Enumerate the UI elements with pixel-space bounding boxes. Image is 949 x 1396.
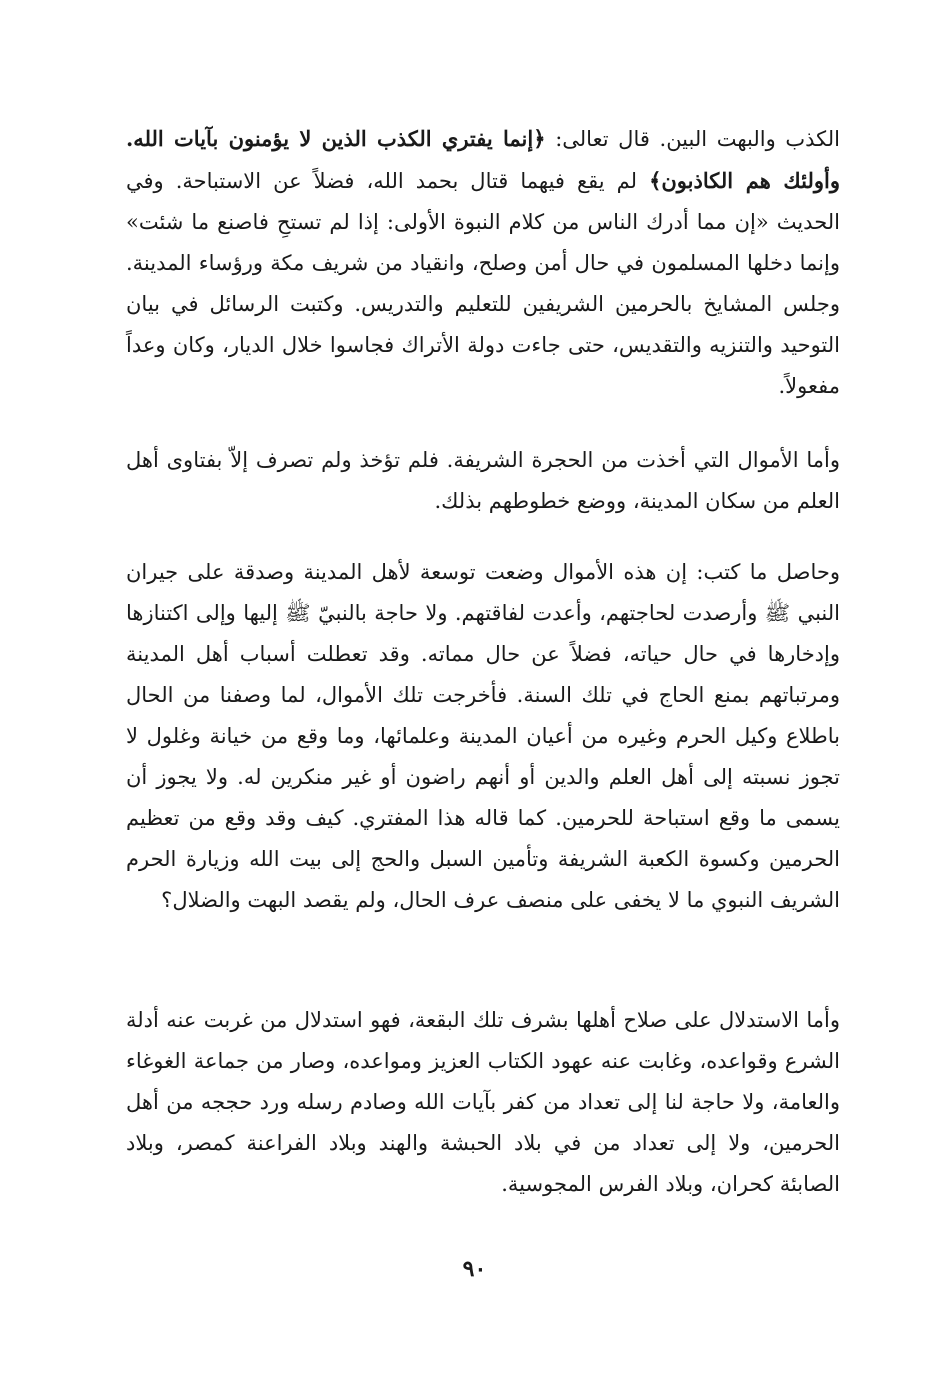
- paragraph-1-part-b: لم يقع فيهما قتال بحمد الله، فضلاً عن الاستباحة. وفي الحديث «إن مما أدرك الناس من كلام النبوة الأولى: إذا لم تستحِ فاصنع ما شئت» وإنما دخلها المسلمون في حال أمن وصلح، وانقياد من شريف مكة ورؤساء المدينة. وجلس المشايخ بالحرمين الشريفين للتعليم والتدريس. وكتبت الرسائل في بيان التوحيد والتنزيه والتقديس، حتى جاءت دولة الأتراك فجاسوا خلال الديار، وكان وعداً مفعولاً.: [126, 169, 840, 398]
- paragraph-1-part-a: الكذب والبهت البين. قال تعالى:: [545, 127, 841, 151]
- paragraph-3-text: وحاصل ما كتب: إن هذه الأموال وضعت توسعة لأهل المدينة وصدقة على جيران النبي ﷺ وأرصدت لحاجتهم، وأعدت لفاقتهم. ولا حاجة بالنبيّ ﷺ إليها وإلى اكتنازها وإدخارها في حال حياته، فضلاً عن حال مماته. وقد تعطلت أسباب أهل المدينة ومرتباتهم بمنع الحاج في تلك السنة. فأخرجت تلك الأموال، لما وصفنا من الحال باطلاع وكيل الحرم وغيره من أعيان المدينة وعلمائها، وما وقع من خيانة وغلول لا تجوز نسبته إلى أهل العلم والدين أو أنهم راضون أو غير منكرين له. ولا يجوز أن يسمى ما وقع استباحة للحرمين. كما قاله هذا المفتري. كيف وقد وقع من تعظيم الحرمين وكسوة الكعبة الشريفة وتأمين السبل والحج إلى بيت الله وزيارة الحرم الشريف النبوي ما لا يخفى على منصف عرف الحال، ولم يقصد البهت والضلال؟: [126, 560, 840, 912]
- paragraph-3: [126, 552, 840, 921]
- paragraph-4-text: وأما الاستدلال على صلاح أهلها بشرف تلك البقعة، فهو استدلال من غربت عنه أدلة الشرع وقواعده، وغابت عنه عهود الكتاب العزيز ومواعده، وصار من جماعة الغوغاء والعامة، ولا حاجة لنا إلى تعداد من كفر بآيات الله وصادم رسله ورد حججه من أهل الحرمين، ولا إلى تعداد من في بلاد الحبشة والهند وبلاد الفراعنة كمصر، وبلاد الصابئة كحران، وبلاد الفرس المجوسية.: [126, 1008, 840, 1196]
- paragraph-1-text: [126, 118, 840, 407]
- paragraph-4: [126, 1000, 840, 1205]
- page-number: ٩٠: [462, 1256, 487, 1282]
- quran-quote: ﴿إنما يفتري الكذب الذين لا يؤمنون بآيات الله. وأولئك هم الكاذبون﴾: [126, 126, 840, 193]
- paragraph-2: [126, 440, 840, 522]
- paragraph-2-text: وأما الأموال التي أخذت من الحجرة الشريفة. فلم تؤخذ ولم تصرف إلاّ بفتاوى أهل العلم من سكان المدينة، ووضع خطوطهم بذلك.: [126, 448, 840, 513]
- paragraph-1: [126, 118, 840, 407]
